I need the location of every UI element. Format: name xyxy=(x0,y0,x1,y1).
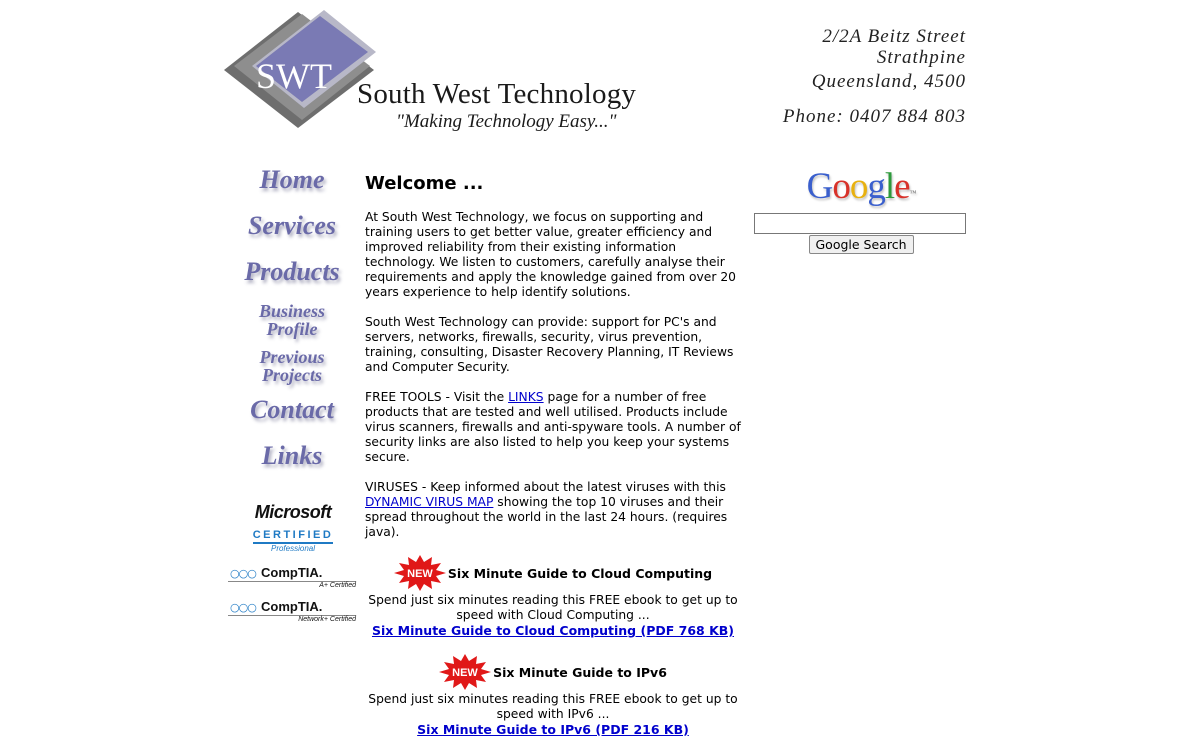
company-name: South West Technology xyxy=(357,78,637,110)
phone-number: Phone: 0407 884 803 xyxy=(782,106,966,127)
nav-previous-projects-line2: Projects xyxy=(262,365,322,385)
ms-certified-text: CERTIFIED xyxy=(253,529,334,544)
nav-links[interactable]: Links xyxy=(261,441,323,470)
nav-business-profile[interactable] xyxy=(226,300,358,346)
comptia-wordmark: CompTIA. xyxy=(261,599,323,614)
guide-download-link[interactable]: Six Minute Guide to IPv6 (PDF 216 KB) xyxy=(417,722,689,737)
intro-paragraph: At South West Technology, we focus on supporting and training users to get better value, greater efficiency and improved reliability from their existing information technology. We listen to customers, carefully analyse their requirements and apply the knowledge gained from over 20 years experience to help identify solutions. xyxy=(365,210,736,299)
guide-description: Spend just six minutes reading this FREE ebook to get up to speed with Cloud Computing ... xyxy=(368,593,738,622)
virus-map-link[interactable]: DYNAMIC VIRUS MAP xyxy=(365,495,494,509)
nav-previous-projects-line1: Previous xyxy=(259,347,325,367)
nav-previous-projects[interactable] xyxy=(226,346,358,392)
guide-ipv6 xyxy=(365,654,741,737)
guide-cloud-computing xyxy=(365,555,741,638)
new-badge-icon xyxy=(439,654,491,690)
nav-contact[interactable]: Contact xyxy=(250,395,334,424)
svg-text:NEW: NEW xyxy=(407,568,433,580)
guide-description: Spend just six minutes reading this FREE ebook to get up to speed with IPv6 ... xyxy=(368,692,738,721)
guide-title: Six Minute Guide to Cloud Computing xyxy=(447,565,713,581)
comptia-network-plus-text: Network+ Certified xyxy=(298,616,356,623)
nav-home[interactable]: Home xyxy=(259,165,325,194)
ms-professional-text: Professional xyxy=(270,544,316,553)
google-search-box xyxy=(754,166,968,254)
ms-wordmark: Microsoft xyxy=(254,502,332,522)
svg-text:NEW: NEW xyxy=(452,667,478,679)
google-logo-letter: g xyxy=(867,166,885,207)
google-logo-letter: o xyxy=(849,166,868,207)
guide-download-link[interactable]: Six Minute Guide to Cloud Computing (PDF 768 KB) xyxy=(371,623,734,638)
viruses-paragraph: VIRUSES - Keep informed about the latest viruses with this DYNAMIC VIRUS MAP showing the top 10 viruses and their spread throughout the world in the last 24 hours. (requires java). xyxy=(365,480,728,539)
page-title: Welcome ... xyxy=(365,173,484,194)
nav-business-profile-line1: Business xyxy=(258,301,326,321)
main-content xyxy=(365,172,741,737)
google-logo-letter: G xyxy=(806,166,833,207)
address-block xyxy=(783,26,966,127)
google-logo-letter: e xyxy=(894,166,910,207)
nav-business-profile-line2: Profile xyxy=(266,319,318,339)
comptia-a-plus-text: A+ Certified xyxy=(319,582,356,589)
google-logo-letter: o xyxy=(832,166,850,207)
comptia-a-plus-badge xyxy=(228,565,358,589)
microsoft-certified-badge xyxy=(228,502,358,553)
google-logo-letter: l xyxy=(884,166,895,207)
links-page-link[interactable]: LINKS xyxy=(508,390,544,404)
address-state: Queensland, 4500 xyxy=(811,71,966,92)
google-search-button[interactable]: Google Search xyxy=(809,235,914,254)
address-suburb: Strathpine xyxy=(876,47,966,68)
comptia-wordmark: CompTIA. xyxy=(261,565,323,580)
logo-text: SWT xyxy=(256,56,332,96)
services-paragraph: South West Technology can provide: support for PC's and servers, networks, firewalls, security, virus prevention, training, consulting, Disaster Recovery Planning, IT Reviews and Computer Security. xyxy=(365,315,734,374)
nav-products[interactable]: Products xyxy=(244,257,340,286)
address-street: 2/2A Beitz Street xyxy=(822,26,966,47)
certification-badges xyxy=(228,502,358,623)
tagline: "Making Technology Easy..." xyxy=(396,111,617,132)
comptia-network-plus-badge xyxy=(228,599,358,623)
guide-title: Six Minute Guide to IPv6 xyxy=(493,664,667,680)
free-tools-paragraph: FREE TOOLS - Visit the LINKS page for a number of free products that are tested and well utilised. Products include virus scanners, firewalls and anti-spyware tools. A number of security links are also listed to help you keep your systems secure. xyxy=(365,390,741,464)
google-search-input[interactable] xyxy=(754,213,966,234)
swt-diamond-logo xyxy=(224,8,384,133)
comptia-rings-icon: ○○○ xyxy=(230,601,256,614)
nav-services[interactable]: Services xyxy=(247,211,337,240)
google-logo: Google™ xyxy=(806,166,916,207)
main-navigation xyxy=(226,162,358,484)
comptia-rings-icon: ○○○ xyxy=(230,567,256,580)
new-badge-icon xyxy=(394,555,446,591)
